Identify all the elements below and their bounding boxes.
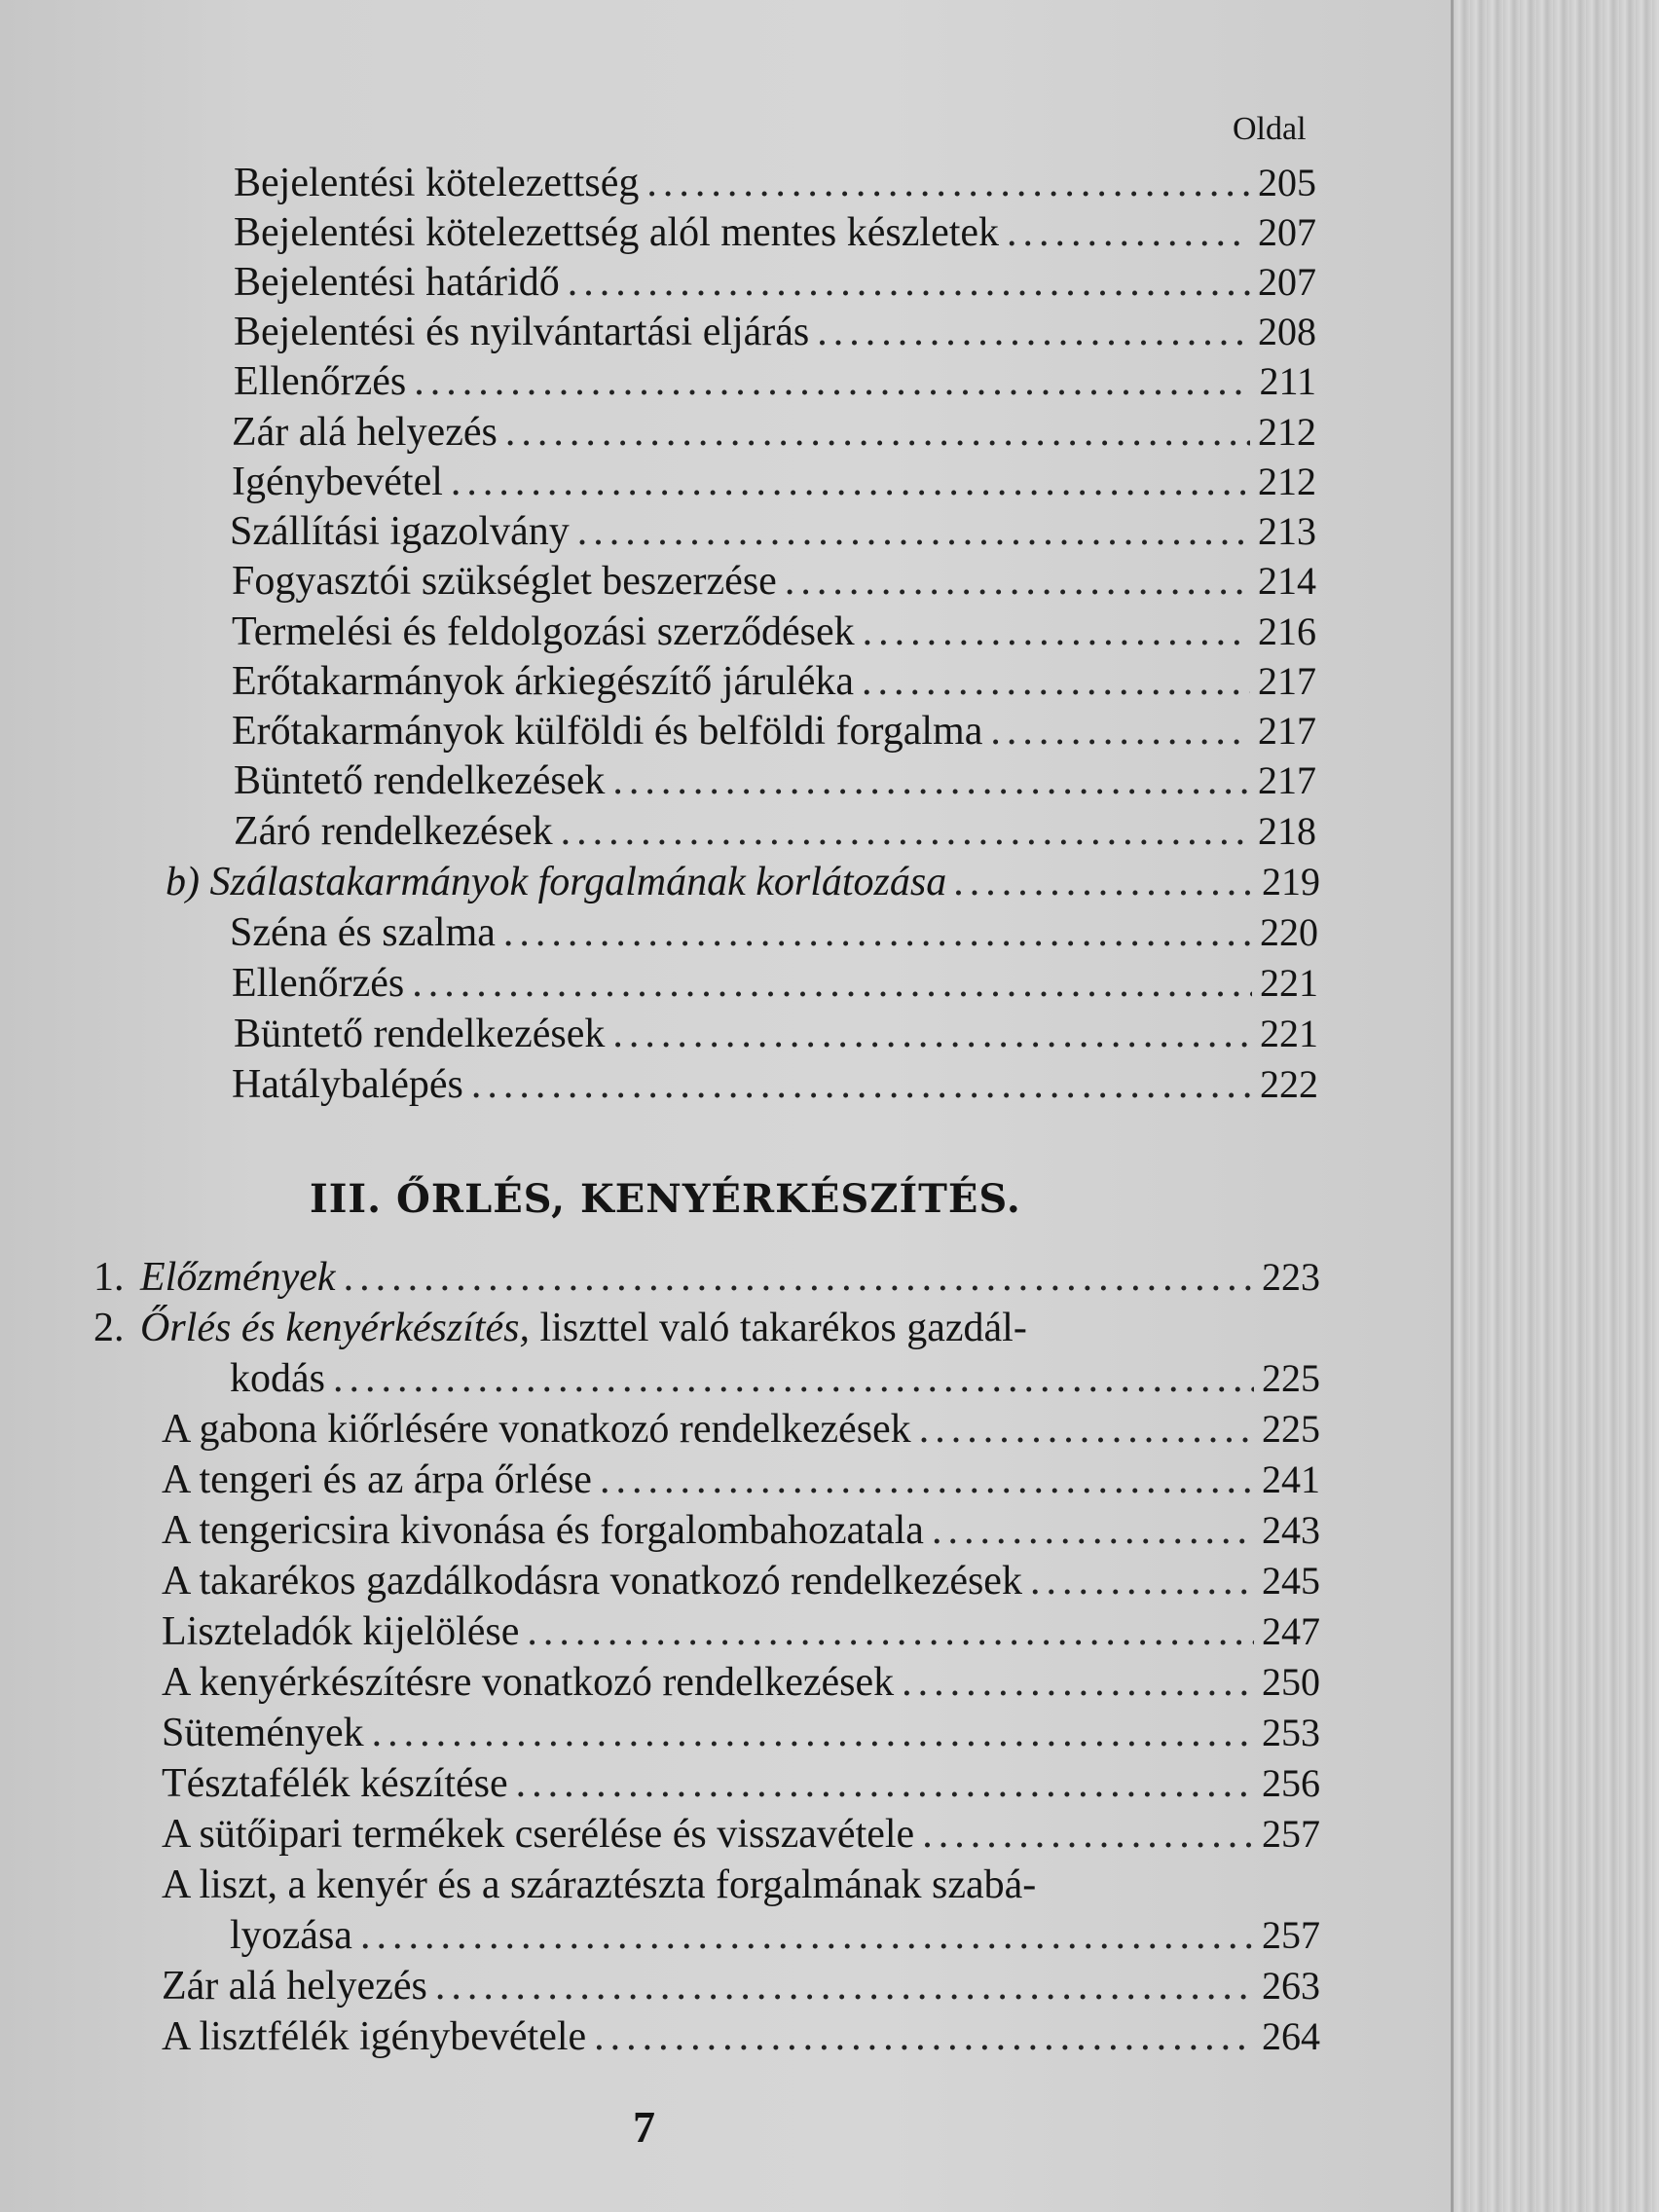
toc-entry-title: Hatálybalépés bbox=[232, 1062, 463, 1107]
toc-row bbox=[162, 2011, 1320, 2062]
leader-dots bbox=[505, 407, 1250, 458]
leader-dots bbox=[612, 756, 1250, 806]
toc-entry-page: 220 bbox=[1260, 910, 1318, 954]
section-heading: III. ŐRLÉS, KENYÉRKÉSZÍTÉS. bbox=[310, 1176, 1021, 1222]
toc-entry-title: lyozása bbox=[230, 1913, 352, 1958]
footer-page-number: 7 bbox=[633, 2102, 655, 2152]
toc-entry-title: A takarékos gazdálkodásra vonatkozó rendelkezések bbox=[162, 1559, 1022, 1604]
toc-entry-title: Erőtakarmányok külföldi és belföldi forgalma bbox=[232, 709, 983, 754]
toc-entry-page: 205 bbox=[1258, 161, 1316, 204]
toc-entry-page: 245 bbox=[1262, 1559, 1320, 1603]
toc-row bbox=[232, 656, 1316, 707]
toc-entry-page: 212 bbox=[1258, 410, 1316, 454]
toc-row bbox=[162, 1606, 1320, 1657]
toc-entry-title: Tésztafélék készítése bbox=[162, 1761, 508, 1806]
leader-dots bbox=[577, 506, 1250, 557]
leader-dots bbox=[863, 607, 1250, 657]
toc-entry-title: Büntető rendelkezések bbox=[234, 758, 606, 803]
toc-entry-title: Sütemények bbox=[162, 1711, 364, 1755]
leader-dots bbox=[646, 158, 1250, 208]
toc-entry-title: Szállítási igazolvány bbox=[230, 509, 570, 554]
toc-row bbox=[162, 1758, 1320, 1809]
toc-entry-title: Termelési és feldolgozási szerződések bbox=[232, 609, 855, 654]
leader-dots bbox=[516, 1758, 1254, 1809]
leader-dots bbox=[594, 2011, 1254, 2062]
toc-entry-page: 257 bbox=[1262, 1812, 1320, 1856]
leader-dots bbox=[919, 1404, 1254, 1455]
leader-dots bbox=[451, 457, 1250, 507]
item-label-italic: Őrlés és kenyérkészítés, bbox=[140, 1306, 531, 1350]
toc-entry-page: 211 bbox=[1259, 359, 1316, 403]
leader-dots bbox=[414, 356, 1251, 407]
toc-entry-page: 223 bbox=[1262, 1255, 1320, 1299]
toc-entry-title: Büntető rendelkezések bbox=[234, 1012, 606, 1056]
toc-entry-page: 264 bbox=[1262, 2014, 1320, 2058]
toc-entry-title: Bejelentési kötelezettség alól mentes készletek bbox=[234, 210, 1000, 255]
leader-dots bbox=[435, 1961, 1254, 2011]
toc-row-item-2-line1 bbox=[93, 1303, 1027, 1353]
toc-row bbox=[162, 1404, 1320, 1455]
toc-entry-title: Zár alá helyezés bbox=[232, 410, 498, 455]
leader-dots bbox=[862, 656, 1250, 707]
toc-row bbox=[230, 506, 1316, 557]
toc-entry-page: 225 bbox=[1262, 1356, 1320, 1400]
toc-row bbox=[232, 1059, 1318, 1110]
toc-entry-title: A tengeri és az árpa őrlése bbox=[162, 1457, 592, 1502]
toc-entry-title: Zár alá helyezés bbox=[162, 1964, 427, 2009]
toc-entry-page: 247 bbox=[1262, 1609, 1320, 1653]
toc-row bbox=[162, 1505, 1320, 1556]
toc-entry-title: Záró rendelkezések bbox=[234, 809, 553, 854]
toc-entry-page: 250 bbox=[1262, 1660, 1320, 1704]
toc-entry-page: 207 bbox=[1258, 260, 1316, 304]
toc-entry-title: Ellenőrzés bbox=[234, 359, 407, 404]
toc-row bbox=[232, 457, 1316, 507]
leader-dots bbox=[817, 307, 1250, 357]
leader-dots bbox=[372, 1708, 1254, 1758]
toc-entry-page: 225 bbox=[1262, 1407, 1320, 1451]
toc-row bbox=[232, 958, 1318, 1009]
toc-row bbox=[162, 1455, 1320, 1505]
toc-entry-title: A lisztfélék igénybevétele bbox=[162, 2014, 587, 2059]
item-number: 2. bbox=[93, 1306, 125, 1350]
toc-entry-title: Bejelentési és nyilvántartási eljárás bbox=[234, 310, 810, 354]
toc-entry-title: Ellenőrzés bbox=[232, 961, 405, 1006]
toc-entry-page: 221 bbox=[1260, 961, 1318, 1005]
toc-entry-title: A gabona kiőrlésére vonatkozó rendelkezések bbox=[162, 1407, 911, 1452]
item-label: Előzmények bbox=[140, 1255, 336, 1300]
leader-dots bbox=[1007, 207, 1250, 258]
leader-dots bbox=[954, 857, 1254, 907]
toc-row bbox=[234, 158, 1316, 208]
toc-row bbox=[234, 756, 1316, 806]
toc-entry-title: Bejelentési határidő bbox=[234, 260, 560, 305]
toc-entry-page: 216 bbox=[1258, 609, 1316, 653]
toc-row bbox=[234, 207, 1316, 258]
toc-row-liszt-line1: A liszt, a kenyér és a száraztészta forgalmának szabá- bbox=[162, 1862, 1037, 1907]
leader-dots bbox=[360, 1910, 1254, 1961]
leader-dots bbox=[990, 706, 1250, 756]
toc-entry-title: A kenyérkészítésre vonatkozó rendelkezések bbox=[162, 1660, 895, 1705]
toc-row-subsection-b bbox=[166, 857, 1320, 907]
toc-entry-title: Liszteladók kijelölése bbox=[162, 1609, 520, 1654]
toc-row bbox=[162, 1708, 1320, 1758]
leader-dots bbox=[412, 958, 1252, 1009]
toc-entry-title: Széna és szalma bbox=[230, 910, 496, 955]
toc-entry-title: Erőtakarmányok árkiegészítő járuléka bbox=[232, 659, 855, 704]
column-header-oldal: Oldal bbox=[1233, 111, 1307, 147]
toc-row-item-2-line2 bbox=[230, 1353, 1320, 1404]
toc-entry-title: b) Szálastakarmányok forgalmának korlátozása bbox=[166, 860, 947, 904]
toc-entry-title: A sütőipari termékek cserélése és visszavétele bbox=[162, 1812, 915, 1857]
toc-entry-page: 214 bbox=[1258, 559, 1316, 603]
leader-dots bbox=[600, 1455, 1254, 1505]
leader-dots bbox=[932, 1505, 1254, 1556]
item-label-rest: liszttel való takarékos gazdál- bbox=[530, 1306, 1027, 1350]
toc-entry-title: A tengericsira kivonása és forgalombahozatala bbox=[162, 1508, 924, 1553]
toc-entry-page: 217 bbox=[1258, 659, 1316, 703]
toc-entry-page: 263 bbox=[1262, 1964, 1320, 2008]
leader-dots bbox=[527, 1606, 1254, 1657]
toc-row bbox=[162, 1809, 1320, 1860]
toc-row bbox=[162, 1556, 1320, 1606]
toc-row bbox=[232, 607, 1316, 657]
toc-entry-page: 219 bbox=[1262, 860, 1320, 903]
item-number: 1. bbox=[93, 1255, 125, 1300]
toc-entry-page: 243 bbox=[1262, 1508, 1320, 1552]
toc-entry-page: 207 bbox=[1258, 210, 1316, 254]
leader-dots bbox=[902, 1657, 1254, 1708]
book-spine bbox=[1451, 0, 1659, 2212]
toc-entry-page: 213 bbox=[1258, 509, 1316, 553]
leader-dots bbox=[1030, 1556, 1254, 1606]
toc-entry-page: 257 bbox=[1262, 1913, 1320, 1957]
toc-entry-page: 218 bbox=[1258, 809, 1316, 853]
toc-row bbox=[234, 1009, 1318, 1059]
toc-entry-title bbox=[93, 1252, 336, 1303]
toc-row bbox=[232, 556, 1316, 607]
toc-entry-page: 253 bbox=[1262, 1711, 1320, 1754]
toc-entry-page: 256 bbox=[1262, 1761, 1320, 1805]
toc-row bbox=[234, 307, 1316, 357]
toc-row bbox=[162, 1657, 1320, 1708]
leader-dots bbox=[785, 556, 1250, 607]
leader-dots bbox=[568, 257, 1250, 308]
leader-dots bbox=[503, 907, 1252, 958]
toc-row bbox=[232, 407, 1316, 458]
toc-row bbox=[232, 706, 1316, 756]
toc-row-liszt-line2 bbox=[230, 1910, 1320, 1961]
toc-row bbox=[230, 907, 1318, 958]
toc-row bbox=[234, 356, 1316, 407]
leader-dots bbox=[333, 1353, 1254, 1404]
toc-entry-page: 212 bbox=[1258, 460, 1316, 503]
leader-dots bbox=[922, 1809, 1254, 1860]
toc-row bbox=[234, 806, 1316, 857]
toc-entry-title: kodás bbox=[230, 1356, 325, 1401]
leader-dots bbox=[471, 1059, 1252, 1110]
toc-entry-page: 217 bbox=[1258, 709, 1316, 753]
leader-dots bbox=[344, 1252, 1254, 1303]
toc-entry-page: 241 bbox=[1262, 1457, 1320, 1501]
toc-entry-title: Igénybevétel bbox=[232, 460, 443, 504]
leader-dots bbox=[561, 806, 1250, 857]
toc-entry-page: 222 bbox=[1260, 1062, 1318, 1106]
toc-entry-title: Bejelentési kötelezettség bbox=[234, 161, 640, 205]
toc-entry-title: Fogyasztói szükséglet beszerzése bbox=[232, 559, 777, 604]
leader-dots bbox=[612, 1009, 1252, 1059]
toc-row bbox=[162, 1961, 1320, 2011]
toc-row-item-1 bbox=[93, 1252, 1320, 1303]
toc-row bbox=[234, 257, 1316, 308]
toc-entry-page: 217 bbox=[1258, 758, 1316, 802]
toc-entry-page: 221 bbox=[1260, 1012, 1318, 1055]
toc-entry-page: 208 bbox=[1258, 310, 1316, 353]
